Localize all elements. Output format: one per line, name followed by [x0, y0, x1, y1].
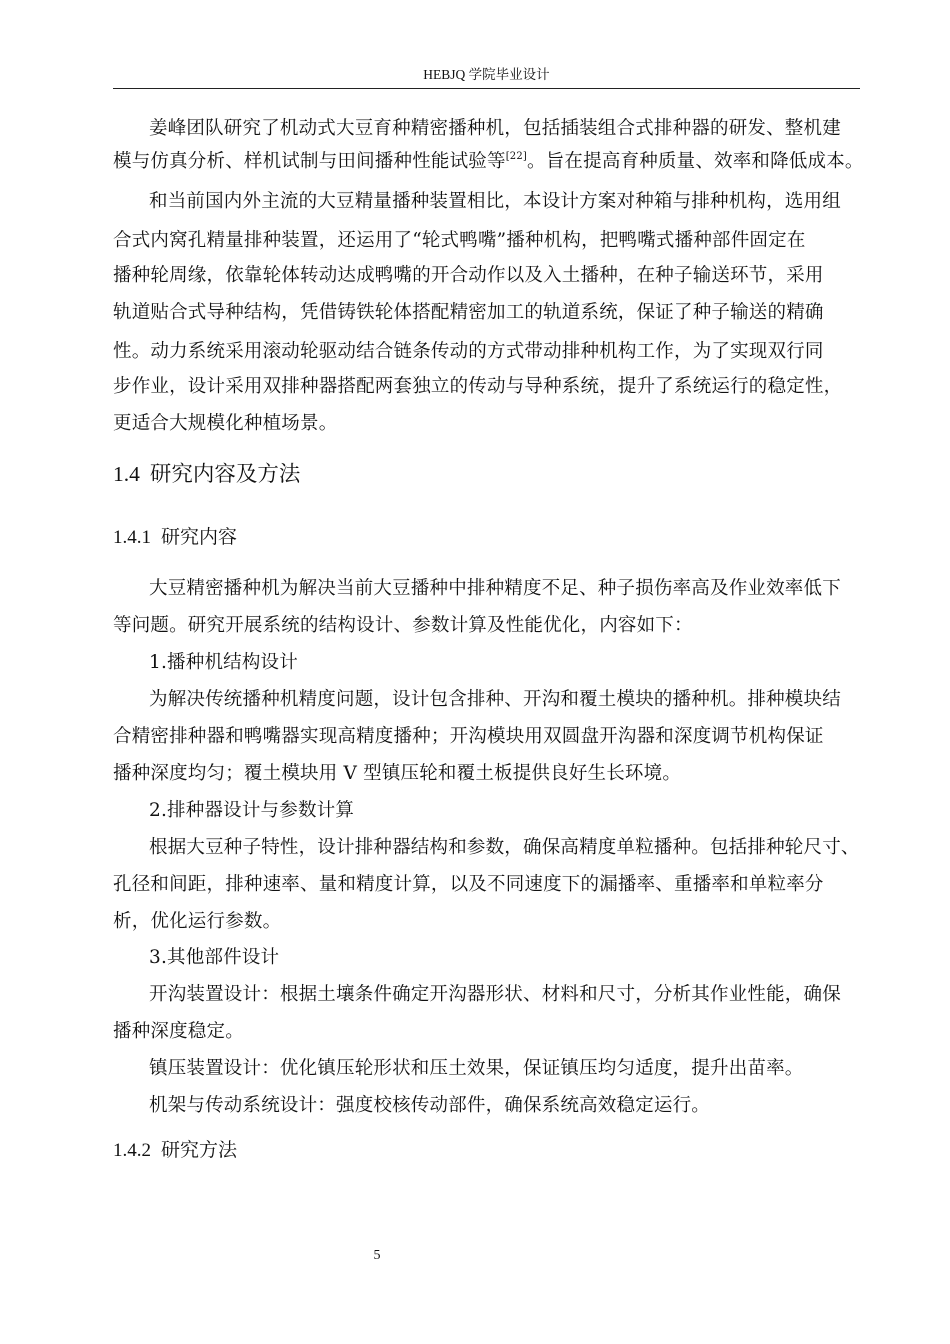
- paragraph-line: 性。动力系统采用滚动轮驱动结合链条传动的方式带动排种机构工作，为了实现双行同: [113, 341, 824, 362]
- subsection-heading: [113, 525, 237, 551]
- paragraph-line: 析，优化运行参数。: [113, 911, 282, 932]
- paragraph-line: 孔径和间距，排种速率、量和精度计算，以及不同速度下的漏播率、重播率和单粒率分: [113, 874, 824, 895]
- section-heading: [113, 460, 300, 488]
- paragraph-line: 大豆精密播种机为解决当前大豆播种中排种精度不足、种子损伤率高及作业效率低下: [149, 578, 841, 599]
- paragraph-line: [113, 150, 864, 174]
- paragraph-line: 姜峰团队研究了机动式大豆育种精密播种机，包括插装组合式排种器的研发、整机建: [149, 118, 841, 139]
- subsection-title: 研究内容: [161, 527, 238, 548]
- paragraph-line: 播种深度稳定。: [113, 1021, 244, 1042]
- paragraph-line: 合式内窝孔精量排种装置，还运用了“轮式鸭嘴”播种机构，把鸭嘴式播种部件固定在: [113, 230, 806, 251]
- subsection-title: 研究方法: [161, 1140, 238, 1161]
- header-title: HEBJQ 学院毕业设计: [423, 67, 550, 82]
- paragraph-line: 和当前国内外主流的大豆精量播种装置相比，本设计方案对种箱与排种机构，选用组: [149, 191, 841, 212]
- paragraph-line: 轨道贴合式导种结构，凭借铸铁轮体搭配精密加工的轨道系统，保证了种子输送的精确: [113, 302, 824, 323]
- paragraph-line: 合精密排种器和鸭嘴器实现高精度播种；开沟模块用双圆盘开沟器和深度调节机构保证: [113, 726, 824, 747]
- page-header: [113, 66, 860, 89]
- subsection-number: 1.4.1: [113, 527, 151, 548]
- paragraph-line: 为解决传统播种机精度问题，设计包含排种、开沟和覆土模块的播种机。排种模块结: [149, 689, 841, 710]
- subsection-heading: [113, 1138, 237, 1164]
- list-item-title: 3.其他部件设计: [149, 947, 280, 968]
- paragraph-text: 模与仿真分析、样机试制与田间播种性能试验等: [113, 151, 506, 172]
- page-number: 5: [373, 1248, 381, 1263]
- section-number: 1.4: [113, 462, 140, 486]
- paragraph-line: 播种深度均匀；覆土模块用 V 型镇压轮和覆土板提供良好生长环境。: [113, 763, 682, 784]
- list-item-title: 1.播种机结构设计: [149, 652, 298, 673]
- citation-reference: [22]: [505, 151, 528, 162]
- paragraph-line: 根据大豆种子特性，设计排种器结构和参数，确保高精度单粒播种。包括排种轮尺寸、: [149, 837, 860, 858]
- paragraph-line: 开沟装置设计：根据土壤条件确定开沟器形状、材料和尺寸，分析其作业性能，确保: [149, 984, 841, 1005]
- section-title: 研究内容及方法: [149, 462, 301, 486]
- subsection-number: 1.4.2: [113, 1140, 151, 1161]
- paragraph-line: 机架与传动系统设计：强度校核传动部件，确保系统高效稳定运行。: [149, 1095, 711, 1116]
- paragraph-line: 播种轮周缘，依靠轮体转动达成鸭嘴的开合动作以及入土播种，在种子输送环节，采用: [113, 265, 824, 286]
- paragraph-line: 等问题。研究开展系统的结构设计、参数计算及性能优化，内容如下：: [113, 615, 693, 636]
- paragraph-line: 步作业，设计采用双排种器搭配两套独立的传动与导种系统，提升了系统运行的稳定性，: [113, 376, 843, 397]
- paragraph-line: 镇压装置设计：优化镇压轮形状和压土效果，保证镇压均匀适度，提升出苗率。: [149, 1058, 804, 1079]
- paragraph-text: 。旨在提高育种质量、效率和降低成本。: [527, 151, 864, 172]
- paragraph-line: 更适合大规模化种植场景。: [113, 413, 338, 434]
- list-item-title: 2.排种器设计与参数计算: [149, 800, 355, 821]
